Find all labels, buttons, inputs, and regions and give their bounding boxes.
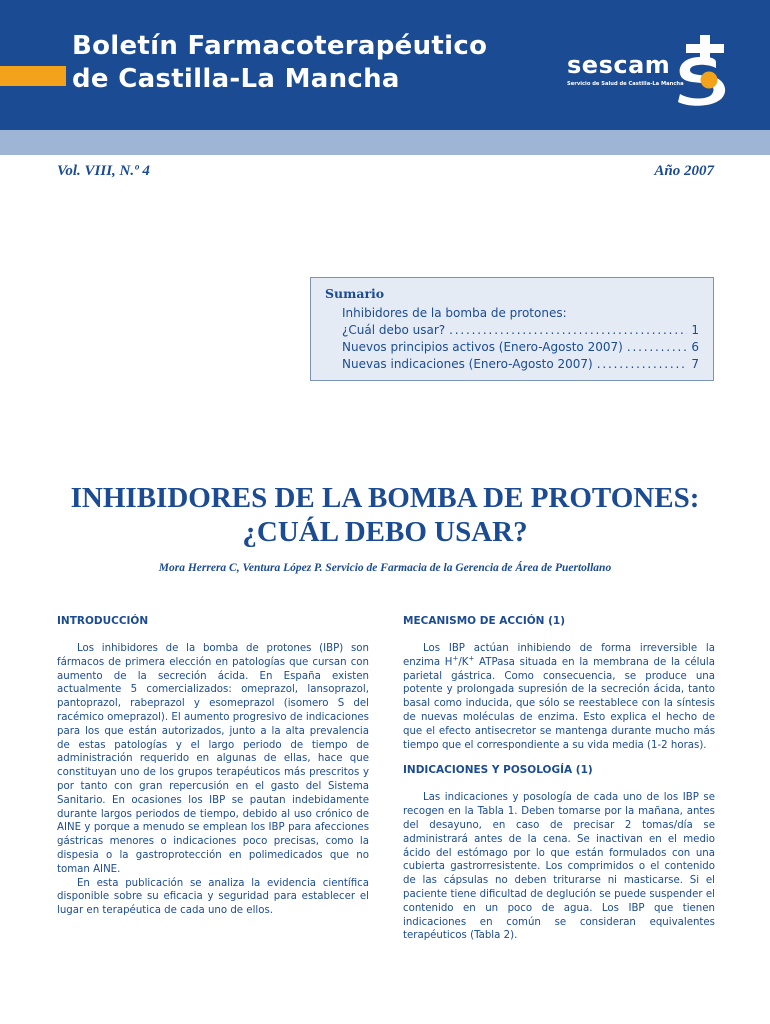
summary-entry-text: Nuevas indicaciones (Enero-Agosto 2007)	[342, 357, 593, 371]
accent-bar	[0, 66, 66, 86]
mechanism-text-b: /K	[458, 656, 469, 668]
summary-entry-page: 7	[691, 357, 699, 371]
left-column	[57, 615, 369, 918]
mechanism-text-a: Los IBP actúan inhibiendo de forma irreversible la enzima H	[403, 643, 715, 668]
summary-entry[interactable]	[325, 339, 699, 356]
right-column	[403, 615, 715, 943]
masthead-band	[0, 130, 770, 155]
summary-box	[310, 277, 714, 381]
summary-entry[interactable]	[325, 305, 699, 322]
section-heading-mecanismo: MECANISMO DE ACCIÓN (1)	[403, 615, 566, 627]
brand-subtitle: Servicio de Salud de Castilla-La Mancha	[567, 81, 684, 87]
section-heading-introduccion: INTRODUCCIÓN	[57, 615, 149, 627]
bulletin-title-line2: de Castilla-La Mancha	[72, 64, 400, 94]
summary-entry-text: Nuevos principios activos (Enero-Agosto 2007)	[342, 340, 623, 354]
mechanism-paragraph	[403, 642, 715, 752]
issue-year: Año 2007	[654, 163, 714, 179]
intro-paragraph-2: En esta publicación se analiza la evidencia científica disponible sobre su eficacia y seguridad para establecer el lugar en terapéutica de cada uno de ellos.	[57, 877, 369, 917]
summary-entry[interactable]	[325, 356, 699, 373]
article-title-line1: INHIBIDORES DE LA BOMBA DE PROTONES:	[70, 482, 700, 514]
summary-entry-text: ¿Cuál debo usar?	[342, 323, 446, 337]
section-heading-indicaciones: INDICACIONES Y POSOLOGÍA (1)	[403, 764, 593, 777]
mechanism-text-c: ATPasa situada en la membrana de la célula parietal gástrica. Como consecuencia, se produce una potente y prolongada supresión de la secreción ácida, tanto basal como inducida, que sólo se reestablece con la síntesis de nuevas moléculas de enzima. Esto explica el hecho de que el efecto antisecretor se mantenga durante mucho más tiempo que el correspondiente a su vida media (1-2 horas).	[403, 656, 716, 751]
summary-entry-page: 1	[691, 323, 699, 337]
article-title	[0, 481, 770, 549]
brand-name: sescam	[567, 51, 671, 79]
article-authors: Mora Herrera C, Ventura López P. Servicio de Farmacia de la Gerencia de Área de Puertollano	[158, 562, 612, 574]
superscript-plus: +	[452, 654, 459, 663]
sescam-s-cross-logo-icon	[672, 30, 728, 106]
summary-entry-page: 6	[691, 340, 699, 354]
dot-leader	[449, 322, 687, 339]
bulletin-title-line1: Boletín Farmacoterapéutico	[72, 31, 488, 61]
volume-number: Vol. VIII, N.º 4	[57, 163, 150, 179]
dot-leader	[597, 356, 688, 373]
article-title-line2: ¿CUÁL DEBO USAR?	[242, 516, 528, 548]
summary-title: Sumario	[325, 286, 385, 301]
dot-leader	[627, 339, 688, 356]
intro-paragraph-1: Los inhibidores de la bomba de protones (IBP) son fármacos de primera elección en patologías que cursan con aumento de la secreción ácida. En España existen actualmente 5 comercializados: omeprazol, lansoprazol, pantoprazol, rabeprazol y esomeprazol (isomero S del racémico omeprazol). El aumento progresivo de indicaciones para los que están autorizados, junto a la alta prevalencia de estas patologías y el largo periodo de tiempo de administración requerido en algunas de ellas, hace que constituyan uno de los grupos terapéuticos más prescritos y por tanto con gran repercusión en el gasto del Sistema Sanitario. En ocasiones los IBP se pautan indebidamente durante largos periodos de tiempo, debido al uso crónico de AINE y porque a menudo se emplean los IBP para afecciones gástricas menores o indicaciones poco precisas, como la dispesia o la gastroprotección en polimedicados que no toman AINE.	[57, 643, 369, 875]
superscript-plus: +	[468, 654, 475, 663]
summary-entry[interactable]	[325, 322, 699, 339]
bulletin-title	[72, 30, 487, 96]
indications-paragraph: Las indicaciones y posología de cada uno de los IBP se recogen en la Tabla 1. Deben tomarse por la mañana, antes del desayuno, en caso de precisar 2 tomas/día se administrará antes de la cena. Se inactivan en el medio ácido del estómago por lo que están formulados con una cubierta gastrorresistente. Los comprimidos o el contenido de las cápsulas no deben triturarse ni masticarse. Si el paciente tiene dificultad de deglución se puede suspender el contenido en un poco de agua. Los IBP que tienen indicaciones en común se consideran equivalentes terapéuticos (Tabla 2).	[403, 792, 715, 942]
summary-entry-text: Inhibidores de la bomba de protones:	[342, 306, 567, 320]
